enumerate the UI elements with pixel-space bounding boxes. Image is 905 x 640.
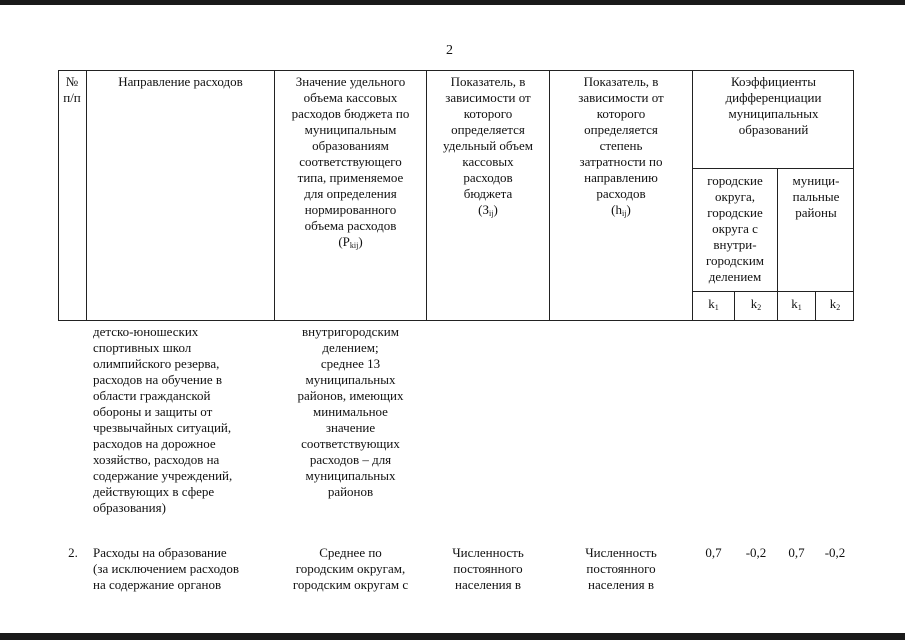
- row2-indicatorh: [550, 545, 692, 593]
- header-indicatorh-line: которого: [596, 106, 646, 121]
- text-line: хозяйство, расходов на: [93, 452, 220, 467]
- header-indicatorh-line: затратности по: [579, 154, 663, 169]
- header-urban-line: городские: [707, 173, 763, 188]
- header-urban-line: городские: [707, 205, 763, 220]
- header-urban-line: округа,: [715, 189, 755, 204]
- header-coef-line: Коэффициенты: [731, 74, 816, 89]
- symbol-z: (З: [478, 202, 490, 217]
- row-divider: [692, 291, 854, 292]
- header-indicator3-line: расходов: [463, 170, 513, 185]
- row2-k1-municipal: 0,7: [788, 545, 805, 560]
- header-value-line: муниципальным: [304, 122, 397, 137]
- header-municipal-cell: [778, 173, 854, 221]
- col-divider: [86, 70, 87, 321]
- header-value-line: образованиям: [312, 138, 389, 153]
- header-indicatorh-cell: [550, 74, 692, 222]
- text-line: соответствующих: [301, 436, 400, 451]
- k-sub: 2: [836, 303, 841, 312]
- text-line: расходов на обучение в: [93, 372, 222, 387]
- text-line: области гражданской: [93, 388, 211, 403]
- header-indicatorh-line: определяется: [584, 122, 658, 137]
- k-letter: k: [829, 296, 837, 311]
- symbol-sub: ij: [622, 209, 627, 218]
- header-value-symbol: [275, 234, 426, 254]
- row2-value: [275, 545, 426, 593]
- header-indicator3-line: зависимости от: [445, 90, 531, 105]
- header-number-symbol: №: [65, 74, 79, 89]
- bottom-border-bar: [0, 633, 905, 640]
- header-indicatorh-line: Показатель, в: [583, 74, 659, 89]
- text-line: значение: [325, 420, 376, 435]
- text-line: Расходы на образование: [93, 545, 227, 560]
- text-line: действующих в сфере: [93, 484, 215, 499]
- header-indicator3-line: кассовых: [462, 154, 514, 169]
- header-municipal-line: районы: [795, 205, 837, 220]
- header-value-cell: [275, 74, 426, 254]
- header-value-line: соответствующего: [299, 154, 402, 169]
- row2-k1-urban: 0,7: [705, 545, 722, 560]
- row2-direction: [93, 545, 239, 593]
- header-urban-line: городским: [705, 253, 765, 268]
- symbol-close: ): [358, 234, 363, 249]
- text-line: минимальное: [313, 404, 388, 419]
- header-indicatorh-line: степень: [599, 138, 643, 153]
- header-urban-line: внутри-: [713, 237, 757, 252]
- header-k1-municipal: [778, 296, 815, 316]
- row2-k2-urban: -0,2: [745, 545, 767, 560]
- header-k1-urban: [693, 296, 734, 316]
- header-k2-urban: [735, 296, 777, 316]
- row2-number: 2.: [68, 545, 78, 560]
- text-line: муниципальных: [305, 372, 396, 387]
- text-line: детско-юношеских: [93, 324, 199, 339]
- header-municipal-line: муници-: [792, 173, 840, 188]
- top-border-bar: [0, 0, 905, 5]
- text-line: среднее 13: [320, 356, 381, 371]
- text-line: чрезвычайных ситуаций,: [93, 420, 232, 435]
- header-indicator3-line: определяется: [451, 122, 525, 137]
- row2-k2-municipal: -0,2: [824, 545, 846, 560]
- text-line: спортивных школ: [93, 340, 192, 355]
- text-line: образования): [93, 500, 166, 515]
- k-letter: k: [708, 296, 715, 311]
- header-direction: Направление расходов: [118, 74, 243, 89]
- header-value-line: типа, применяемое: [297, 170, 404, 185]
- k-sub: 2: [757, 303, 762, 312]
- text-line: содержание учреждений,: [93, 468, 233, 483]
- header-coef-cell: [693, 74, 854, 138]
- text-line: обороны и защиты от: [93, 404, 213, 419]
- header-indicator3-line: Показатель, в: [450, 74, 526, 89]
- header-indicator3-line: удельный объем: [443, 138, 533, 153]
- symbol-close: ): [493, 202, 498, 217]
- text-line: городским округам с: [292, 577, 409, 592]
- continuation-value: [275, 324, 426, 500]
- text-line: Численность: [585, 545, 657, 560]
- text-line: районов: [327, 484, 374, 499]
- k-letter: k: [791, 296, 798, 311]
- header-indicatorh-line: направлению: [584, 170, 658, 185]
- header-number-abbr: п/п: [63, 90, 81, 105]
- header-value-line: для определения: [304, 186, 397, 201]
- row2-indicator3: [427, 545, 549, 593]
- row-divider: [692, 168, 854, 169]
- header-urban-cell: [693, 173, 777, 285]
- header-indicator3-line: которого: [463, 106, 513, 121]
- text-line: районов, имеющих: [297, 388, 404, 403]
- text-line: городским округам,: [295, 561, 406, 576]
- header-indicatorh-symbol: [550, 202, 692, 222]
- header-coef-line: дифференциации: [725, 90, 822, 105]
- text-line: на содержание органов: [93, 577, 222, 592]
- symbol-p: (P: [338, 234, 350, 249]
- text-line: расходов – для: [309, 452, 392, 467]
- text-line: расходов на дорожное: [93, 436, 216, 451]
- header-indicator3-symbol: [427, 202, 549, 222]
- k-sub: 1: [797, 303, 802, 312]
- header-indicator3-cell: [427, 74, 549, 222]
- header-urban-line: округа с: [712, 221, 758, 236]
- text-line: олимпийского резерва,: [93, 356, 220, 371]
- header-coef-line: образований: [738, 122, 809, 137]
- header-k2-municipal: [816, 296, 854, 316]
- symbol-h: (h: [611, 202, 623, 217]
- header-municipal-line: пальные: [792, 189, 840, 204]
- text-line: Численность: [452, 545, 524, 560]
- header-indicator3-line: бюджета: [463, 186, 513, 201]
- header-indicatorh-line: зависимости от: [578, 90, 664, 105]
- symbol-close: ): [626, 202, 631, 217]
- text-line: постоянного: [586, 561, 656, 576]
- header-coef-line: муниципальных: [728, 106, 819, 121]
- header-urban-line: делением: [708, 269, 762, 284]
- header-value-line: расходов бюджета по: [291, 106, 410, 121]
- text-line: Среднее по: [319, 545, 382, 560]
- symbol-sub: ij: [489, 209, 494, 218]
- text-line: делением;: [322, 340, 379, 355]
- header-value-line: Значение удельного: [295, 74, 406, 89]
- text-line: населения в: [588, 577, 654, 592]
- continuation-direction: [93, 324, 232, 516]
- header-number-cell: [58, 74, 86, 106]
- k-letter: k: [750, 296, 758, 311]
- header-value-line: объема расходов: [304, 218, 397, 233]
- header-indicatorh-line: расходов: [596, 186, 646, 201]
- text-line: (за исключением расходов: [93, 561, 239, 576]
- text-line: муниципальных: [305, 468, 396, 483]
- text-line: внутригородским: [302, 324, 399, 339]
- header-value-line: нормированного: [304, 202, 397, 217]
- page-number: 2: [446, 43, 453, 58]
- header-value-line: объема кассовых: [303, 90, 398, 105]
- text-line: населения в: [455, 577, 521, 592]
- text-line: постоянного: [453, 561, 523, 576]
- k-sub: 1: [714, 303, 719, 312]
- symbol-sub: kij: [349, 241, 359, 250]
